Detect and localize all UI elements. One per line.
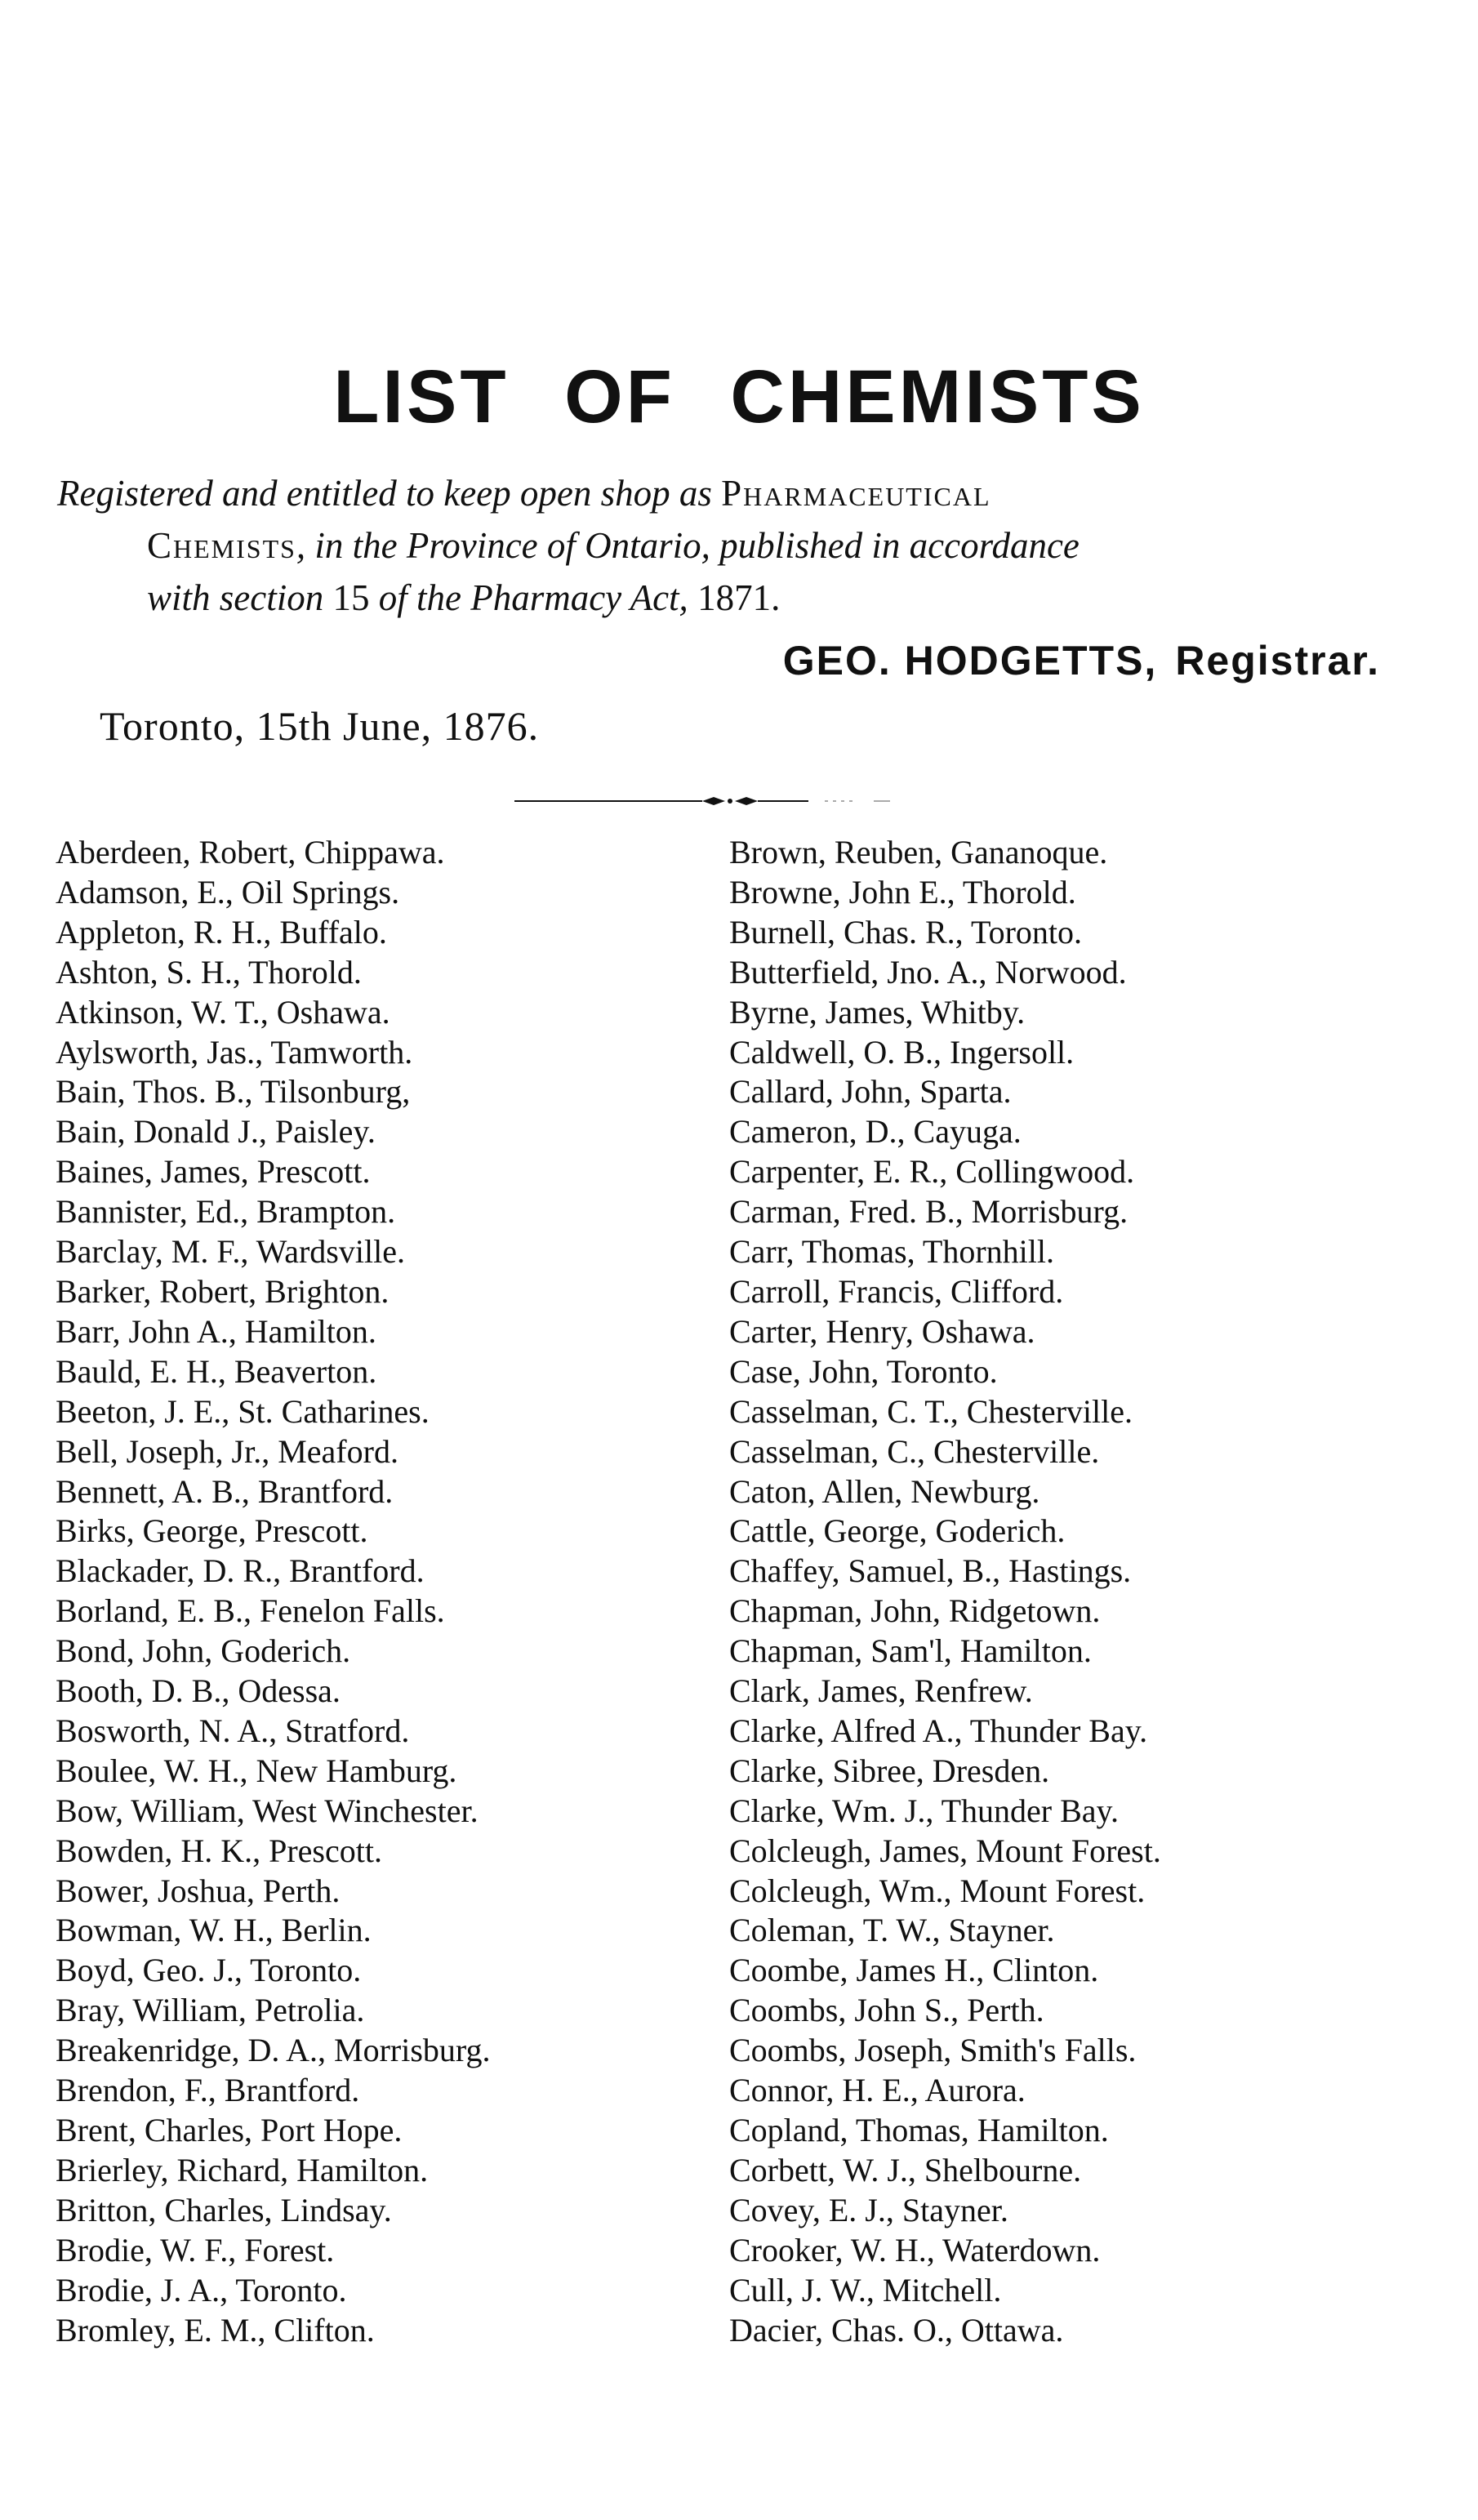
chemist-entry: Boulee, W. H., New Hamburg. xyxy=(56,1752,457,1789)
registrar-role: Registrar. xyxy=(1175,638,1380,683)
intro-year: 1871. xyxy=(697,577,781,618)
chemist-entry: Birks, George, Prescott. xyxy=(56,1512,368,1550)
chemist-entry: Borland, E. B., Fenelon Falls. xyxy=(56,1592,445,1630)
intro-text: with section xyxy=(147,577,333,618)
chemist-entry: Bell, Joseph, Jr., Meaford. xyxy=(56,1432,398,1470)
chemist-entry: Bannister, Ed., Brampton. xyxy=(56,1193,396,1231)
intro-text: of the Pharmacy Act, xyxy=(369,577,698,618)
chemist-entry: Burnell, Chas. R., Toronto. xyxy=(729,913,1083,951)
chemist-entry: Cattle, George, Goderich. xyxy=(729,1512,1066,1550)
chemist-entry: Bond, John, Goderich. xyxy=(56,1632,351,1670)
chemist-entry: Brown, Reuben, Gananoque. xyxy=(729,834,1108,870)
chemist-entry: Barr, John A., Hamilton. xyxy=(56,1312,376,1350)
chemist-entry: Brendon, F., Brantford. xyxy=(56,2072,360,2109)
chemist-entry: Caldwell, O. B., Ingersoll. xyxy=(729,1033,1075,1071)
chemist-entry: Bray, William, Petrolia. xyxy=(56,1992,365,2029)
chemist-entry: Carpenter, E. R., Collingwood. xyxy=(729,1153,1135,1191)
chemist-entry: Cameron, D., Cayuga. xyxy=(729,1113,1022,1151)
chemist-entry: Bow, William, West Winchester. xyxy=(56,1792,479,1829)
chemist-entry: Bromley, E. M., Clifton. xyxy=(56,2311,375,2349)
chemist-entry: Connor, H. E., Aurora. xyxy=(729,2072,1026,2109)
intro-line-1 xyxy=(57,467,1396,519)
chemist-entry: Bower, Joshua, Perth. xyxy=(56,1872,341,1909)
chemist-entry: Corbett, W. J., Shelbourne. xyxy=(729,2151,1082,2188)
chemist-entry: Dacier, Chas. O., Ottawa. xyxy=(729,2311,1064,2349)
chemist-entry: Clarke, Wm. J., Thunder Bay. xyxy=(729,1792,1119,1829)
chemist-entry: Clark, James, Renfrew. xyxy=(729,1672,1033,1710)
chemist-entry: Brent, Charles, Port Hope. xyxy=(56,2112,403,2148)
chemist-entry: Aberdeen, Robert, Chippawa. xyxy=(56,834,445,870)
chemist-entry: Carter, Henry, Oshawa. xyxy=(729,1312,1035,1350)
chemist-entry: Brierley, Richard, Hamilton. xyxy=(56,2151,429,2188)
chemists-list-left xyxy=(56,833,491,2350)
chemists-list-right xyxy=(729,833,1161,2350)
chemist-entry: Casselman, C., Chesterville. xyxy=(729,1432,1100,1470)
intro-text: Registered and entitled to keep open shop as xyxy=(57,473,722,514)
chemist-entry: Covey, E. J., Stayner. xyxy=(729,2191,1008,2228)
chemist-entry: Bauld, E. H., Beaverton. xyxy=(56,1352,377,1390)
chemist-entry: Bain, Thos. B., Tilsonburg, xyxy=(56,1073,411,1111)
chemist-entry: Chapman, Sam'l, Hamilton. xyxy=(729,1632,1092,1670)
chemist-entry: Barker, Robert, Brighton. xyxy=(56,1272,390,1310)
chemist-entry: Bowman, W. H., Berlin. xyxy=(56,1912,372,1949)
chemist-entry: Carr, Thomas, Thornhill. xyxy=(729,1233,1054,1271)
chemist-entry: Case, John, Toronto. xyxy=(729,1352,998,1390)
chemist-entry: Bowden, H. K., Prescott. xyxy=(56,1832,382,1869)
chemist-entry: Barclay, M. F., Wardsville. xyxy=(56,1233,405,1271)
intro-number: 15 xyxy=(332,577,370,618)
chemist-entry: Colcleugh, James, Mount Forest. xyxy=(729,1832,1161,1869)
chemist-entry: Brodie, J. A., Toronto. xyxy=(56,2271,347,2309)
registrar-signature xyxy=(783,637,1380,684)
dateline: Toronto, 15th June, 1876. xyxy=(100,703,540,749)
intro-line-3 xyxy=(57,572,1396,624)
chemist-entry: Atkinson, W. T., Oshawa. xyxy=(56,993,390,1031)
chemist-entry: Chapman, John, Ridgetown. xyxy=(729,1592,1101,1630)
chemist-entry: Clarke, Alfred A., Thunder Bay. xyxy=(729,1712,1148,1749)
chemist-entry: Aylsworth, Jas., Tamworth. xyxy=(56,1033,413,1071)
chemist-entry: Browne, John E., Thorold. xyxy=(729,873,1076,910)
chemist-entry: Clarke, Sibree, Dresden. xyxy=(729,1752,1050,1789)
chemist-entry: Brodie, W. F., Forest. xyxy=(56,2231,335,2268)
chemist-entry: Caton, Allen, Newburg. xyxy=(729,1472,1040,1510)
chemist-entry: Bain, Donald J., Paisley. xyxy=(56,1113,376,1151)
chemist-entry: Adamson, E., Oil Springs. xyxy=(56,873,400,910)
chemist-entry: Coombs, Joseph, Smith's Falls. xyxy=(729,2032,1137,2069)
chemist-entry: Carman, Fred. B., Morrisburg. xyxy=(729,1193,1129,1231)
chemist-entry: Breakenridge, D. A., Morrisburg. xyxy=(56,2032,491,2069)
intro-text: , in the Province of Ontario, published in accordance xyxy=(296,525,1080,566)
page-title: LIST OF CHEMISTS xyxy=(333,355,1145,439)
chemist-entry: Beeton, J. E., St. Catharines. xyxy=(56,1392,430,1430)
chemist-entry: Appleton, R. H., Buffalo. xyxy=(56,913,387,951)
chemist-entry: Butterfield, Jno. A., Norwood. xyxy=(729,953,1127,991)
chemist-entry: Blackader, D. R., Brantford. xyxy=(56,1552,425,1590)
chemist-entry: Bennett, A. B., Brantford. xyxy=(56,1472,394,1510)
chemist-entry: Colcleugh, Wm., Mount Forest. xyxy=(729,1872,1146,1909)
chemist-entry: Bosworth, N. A., Stratford. xyxy=(56,1712,410,1749)
intro-smallcaps: Chemists xyxy=(147,525,296,566)
chemist-entry: Boyd, Geo. J., Toronto. xyxy=(56,1952,362,1989)
registrar-name: GEO. HODGETTS, xyxy=(782,638,1158,683)
chemist-entry: Coombs, John S., Perth. xyxy=(729,1992,1044,2029)
intro-paragraph xyxy=(57,467,1396,624)
ornamental-divider xyxy=(514,796,939,806)
chemist-entry: Casselman, C. T., Chesterville. xyxy=(729,1392,1133,1430)
chemist-entry: Baines, James, Prescott. xyxy=(56,1153,371,1191)
chemist-entry: Callard, John, Sparta. xyxy=(729,1073,1012,1111)
chemist-entry: Chaffey, Samuel, B., Hastings. xyxy=(729,1552,1132,1590)
chemist-entry: Britton, Charles, Lindsay. xyxy=(56,2191,392,2228)
chemist-entry: Byrne, James, Whitby. xyxy=(729,993,1026,1031)
chemist-entry: Coleman, T. W., Stayner. xyxy=(729,1912,1055,1949)
chemist-entry: Coombe, James H., Clinton. xyxy=(729,1952,1099,1989)
chemist-entry: Carroll, Francis, Clifford. xyxy=(729,1272,1064,1310)
chemist-entry: Copland, Thomas, Hamilton. xyxy=(729,2112,1109,2148)
chemist-entry: Ashton, S. H., Thorold. xyxy=(56,953,362,991)
intro-line-2 xyxy=(57,519,1396,572)
chemist-entry: Booth, D. B., Odessa. xyxy=(56,1672,341,1710)
chemist-entry: Cull, J. W., Mitchell. xyxy=(729,2271,1002,2309)
chemist-entry: Crooker, W. H., Waterdown. xyxy=(729,2231,1101,2268)
intro-smallcaps: Pharmaceutical xyxy=(721,473,991,514)
